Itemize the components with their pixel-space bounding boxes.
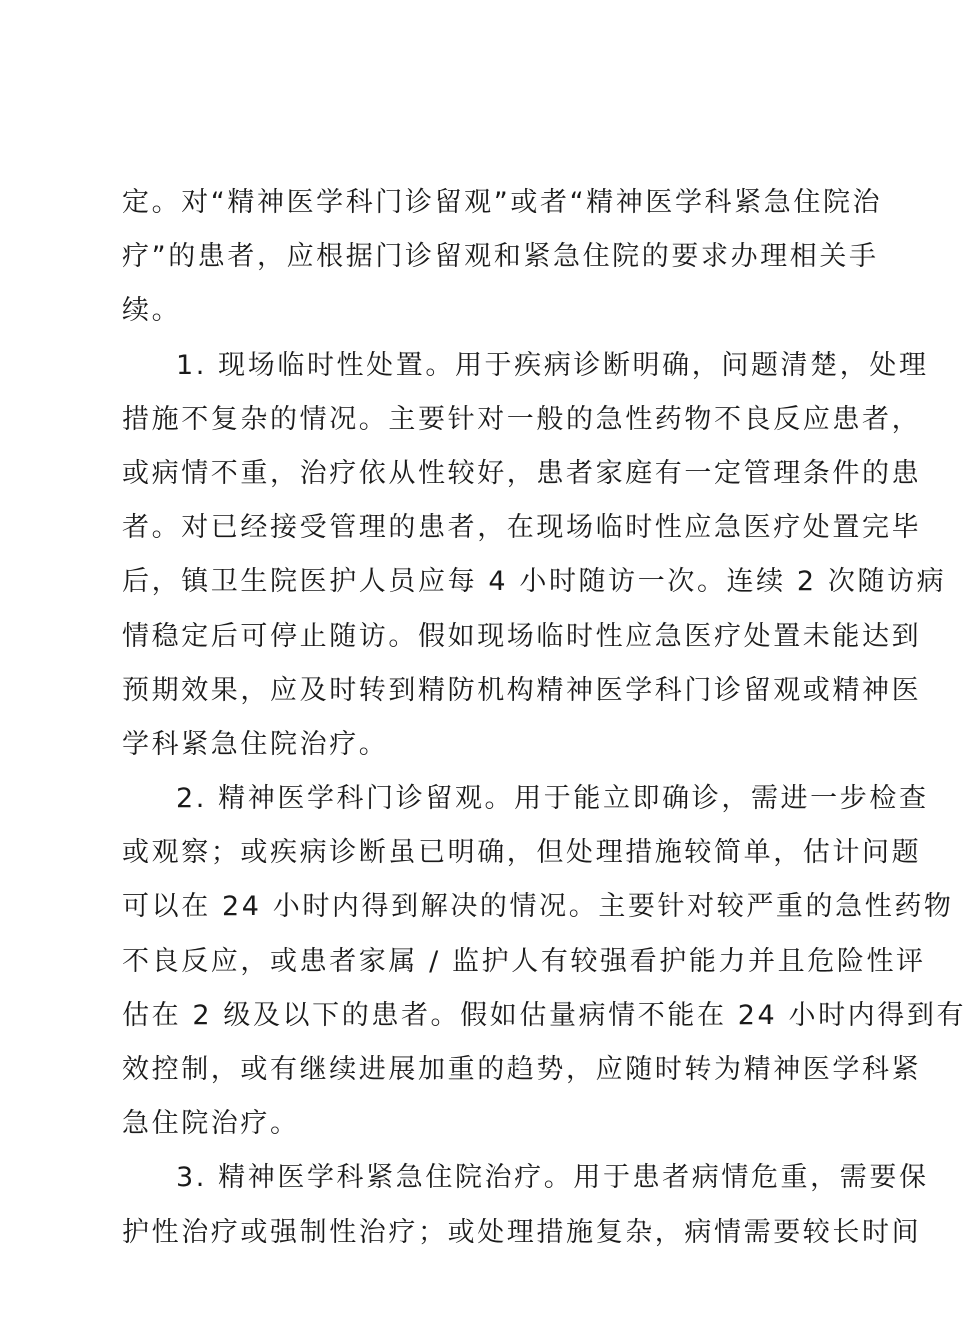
text-line: 预期效果，应及时转到精防机构精神医学科门诊留观或精神医 xyxy=(122,674,922,706)
text-line: 可以在 24 小时内得到解决的情况。主要针对较严重的急性药物 xyxy=(122,891,954,923)
text-line: 疗”的患者，应根据门诊留观和紧急住院的要求办理相关手 xyxy=(122,241,879,273)
text-line: 定。对“精神医学科门诊留观”或者“精神医学科紧急住院治 xyxy=(122,187,883,218)
text-line: 急住院治疗。 xyxy=(122,1108,300,1140)
text-line: 1. 现场临时性处置。用于疾病诊断明确，问题清楚，处理 xyxy=(176,349,929,381)
text-line: 续。 xyxy=(122,295,182,327)
body-text xyxy=(122,176,966,1260)
text-line: 情稳定后可停止随访。假如现场临时性应急医疗处置未能达到 xyxy=(122,620,922,652)
text-line: 后，镇卫生院医护人员应每 4 小时随访一次。连续 2 次随访病 xyxy=(122,566,947,598)
text-line: 或病情不重，治疗依从性较好，患者家庭有一定管理条件的患 xyxy=(122,457,922,489)
text-line: 估在 2 级及以下的患者。假如估量病情不能在 24 小时内得到有 xyxy=(122,999,966,1031)
text-line: 效控制，或有继续进展加重的趋势，应随时转为精神医学科紧 xyxy=(122,1054,922,1085)
text-line: 者。对已经接受管理的患者，在现场临时性应急医疗处置完毕 xyxy=(122,512,922,544)
text-line: 或观察；或疾病诊断虽已明确，但处理措施较简单，估计问题 xyxy=(122,837,922,869)
text-line: 护性治疗或强制性治疗；或处理措施复杂，病情需要较长时间 xyxy=(122,1216,922,1248)
text-line: 措施不复杂的情况。主要针对一般的急性药物不良反应患者， xyxy=(122,403,922,435)
text-line: 3. 精神医学科紧急住院治疗。用于患者病情危重，需要保 xyxy=(176,1162,929,1194)
text-line: 2. 精神医学科门诊留观。用于能立即确诊，需进一步检查 xyxy=(176,783,929,815)
text-line: 不良反应，或患者家属 / 监护人有较强看护能力并且危险性评 xyxy=(122,945,926,977)
text-line: 学科紧急住院治疗。 xyxy=(122,728,389,760)
